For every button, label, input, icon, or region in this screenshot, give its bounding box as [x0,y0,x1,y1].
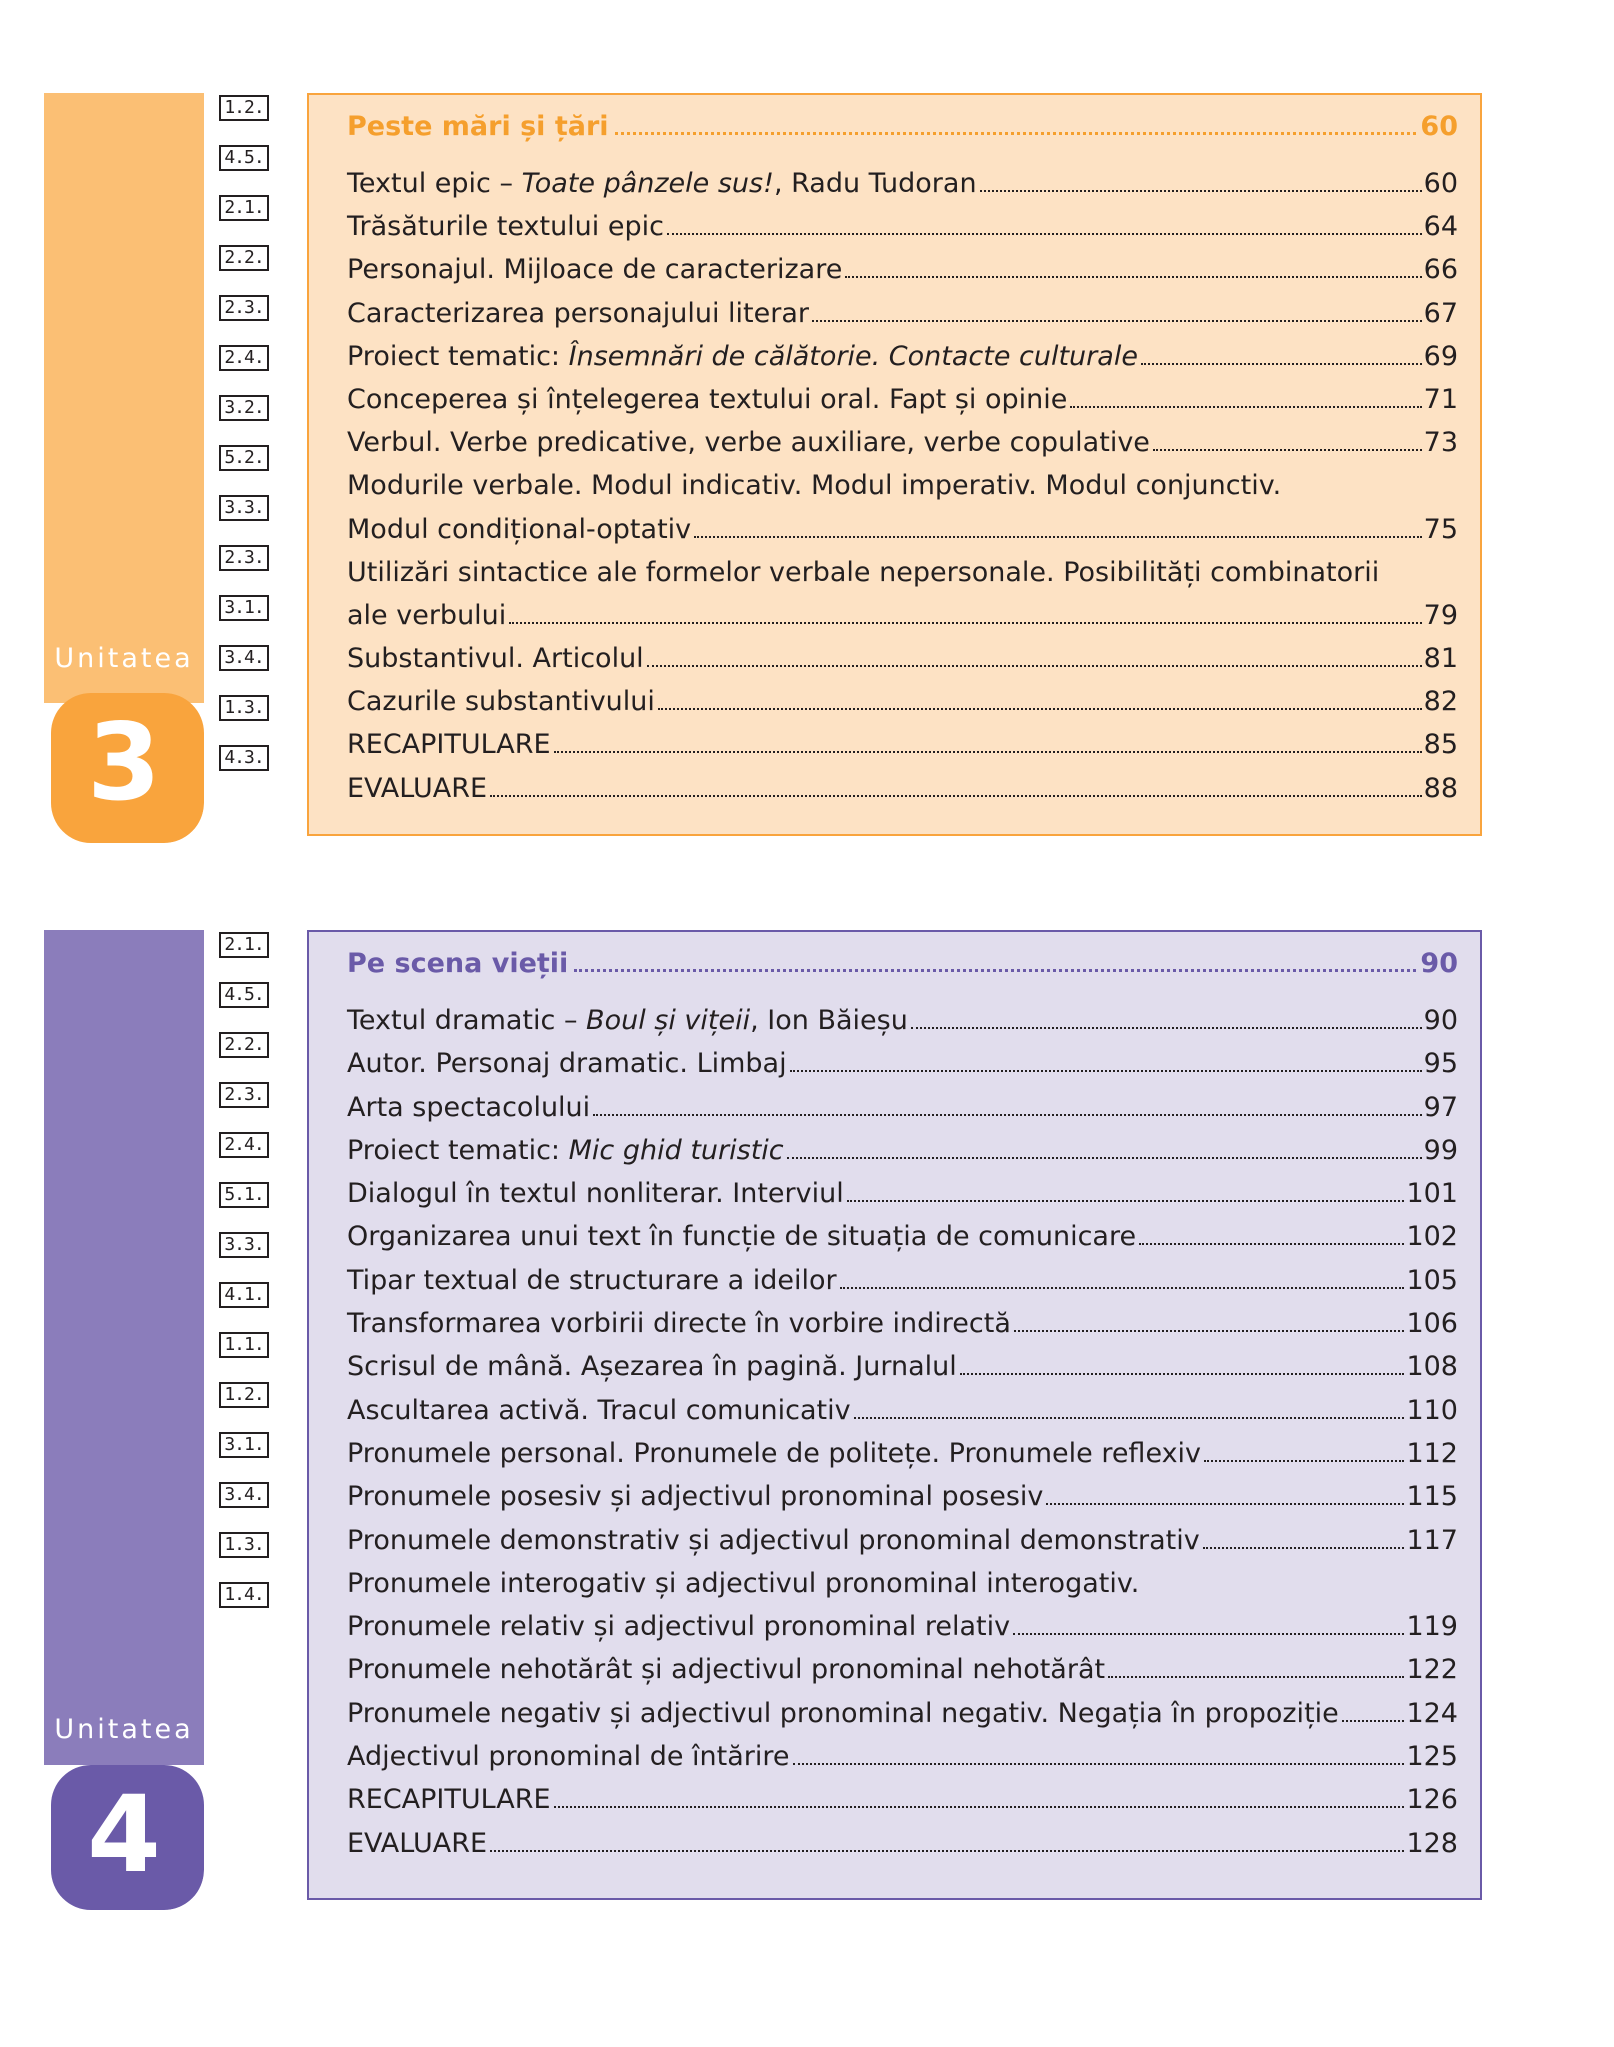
dot-leader [845,276,1421,278]
entry-title-text: Textul epic – [347,168,522,199]
entry-page: 79 [1423,599,1458,631]
entry-title [347,1172,844,1215]
dot-leader [554,751,1422,753]
entry-page: 88 [1423,772,1458,804]
toc-entry[interactable] [347,723,1458,766]
dot-leader [847,1200,1405,1202]
entry-page: 105 [1406,1264,1458,1296]
dot-leader [1342,1720,1405,1722]
entry-title-text: Caracterizarea personajului literar [347,297,810,329]
toc-entry[interactable] [347,594,1458,637]
entry-page: 90 [1423,1005,1458,1036]
toc-entry[interactable] [347,378,1458,421]
entry-title [347,1735,790,1778]
competency-code: 1.3. [219,695,269,721]
entry-title [347,723,551,766]
entry-title-text: Organizarea unui text în funcție de situația de comunicare [347,1221,1137,1253]
entry-title [347,1432,1201,1475]
competency-code: 1.2. [219,95,269,121]
toc-entry[interactable] [347,1086,1458,1129]
dot-leader [1070,406,1421,408]
competency-code: 2.4. [219,1132,269,1158]
dot-leader [694,536,1422,538]
dot-leader [509,622,1421,624]
toc-entry[interactable] [347,1129,1458,1172]
dot-leader [793,1763,1405,1765]
dot-leader [554,1806,1405,1808]
entry-title-text: RECAPITULARE [347,1784,551,1816]
entry-title [347,1302,1011,1345]
entry-title-text: Trăsăturile textului epic [347,211,664,243]
toc-entry[interactable] [347,464,1458,507]
entry-title [347,1778,551,1821]
entry-title [347,1692,1339,1735]
entry-title-text: Modul condițional-optativ [347,513,692,545]
dot-leader [1204,1460,1404,1462]
dot-leader [593,1114,1421,1116]
entry-title-text: Substantivul. Articolul [347,643,644,675]
entry-title-text: Cazurile substantivului [347,686,655,718]
entry-title [347,162,977,205]
toc-entry[interactable] [347,421,1458,464]
entry-title [347,1648,1105,1691]
dot-leader [490,1850,1404,1852]
entry-title-text: , Ion Băieșu [750,1005,908,1036]
unit-4-section [0,930,1614,1930]
contents-panel [307,93,1482,836]
entry-page: 125 [1406,1741,1458,1773]
toc-entries [347,999,1458,1865]
competency-code: 4.5. [219,982,269,1008]
unit-label: Unitatea [54,1714,194,1745]
unit-label: Unitatea [54,643,194,674]
entry-title [347,1129,784,1172]
competency-code: 5.2. [219,445,269,471]
unit-number: 3 [87,701,161,824]
entry-title [347,1259,837,1302]
dot-leader [1014,1330,1405,1332]
competency-codes [219,932,273,1632]
competency-code: 3.2. [219,395,269,421]
entry-page: 101 [1406,1178,1458,1210]
competency-code: 3.3. [219,495,269,521]
entry-page: 119 [1406,1611,1458,1643]
entry-title-text: Modurile verbale. Modul indicativ. Modul imperativ. Modul conjunctiv. [347,470,1282,502]
competency-code: 2.1. [219,932,269,958]
entry-title-italic: Boul și vițeii [586,1005,751,1036]
entry-page: 75 [1423,513,1458,545]
entry-page: 108 [1406,1351,1458,1383]
dot-leader [1139,1243,1404,1245]
entry-page: 73 [1423,427,1458,459]
toc-entry[interactable] [347,335,1458,378]
entry-title-text: Utilizări sintactice ale formelor verbale nepersonale. Posibilități combinatorii [347,556,1380,588]
entry-title-text: , Radu Tudoran [773,168,977,199]
entry-title-text: Pronumele personal. Pronumele de politețe. Pronumele reflexiv [347,1437,1202,1469]
toc-entry[interactable] [347,1042,1458,1085]
competency-code: 2.3. [219,545,269,571]
toc-entry[interactable] [347,508,1458,551]
entry-page: 128 [1406,1827,1458,1859]
entry-title-text: Pronumele demonstrativ și adjectivul pronominal demonstrativ [347,1524,1200,1556]
entry-title-text: Transformarea vorbirii directe în vorbire indirectă [347,1308,1011,1340]
chapter-title: Pe scena vieții [347,948,569,979]
toc-entry[interactable] [347,1778,1458,1821]
unit-number: 4 [87,1773,161,1896]
entry-title [347,1345,957,1388]
entry-title-text: Pronumele posesiv și adjectivul pronominal posesiv [347,1481,1044,1513]
chapter-page: 60 [1420,111,1458,142]
contents-panel [307,930,1482,1900]
entry-title-italic: Toate pânzele sus! [521,168,774,199]
entry-page: 85 [1423,729,1458,761]
entry-title-text: Pronumele relativ și adjectivul pronominal relativ [347,1611,1011,1643]
dot-leader [1141,363,1422,365]
competency-code: 4.1. [219,1282,269,1308]
competency-code: 3.1. [219,595,269,621]
competency-code: 1.2. [219,1382,269,1408]
toc-entries [347,162,1458,810]
entry-title-text: Pronumele interogativ și adjectivul pronominal interogativ. [347,1567,1140,1599]
competency-code: 1.3. [219,1532,269,1558]
toc-entry[interactable] [347,1345,1458,1388]
toc-entry[interactable] [347,1172,1458,1215]
entry-title [347,1562,1139,1605]
chapter-heading[interactable] [347,948,1458,986]
toc-entry[interactable] [347,680,1458,723]
entry-title [347,1389,851,1432]
toc-entry[interactable] [347,205,1458,248]
toc-entry[interactable] [347,1605,1458,1648]
dot-leader [1108,1676,1404,1678]
competency-code: 4.5. [219,145,269,171]
entry-page: 71 [1423,383,1458,415]
entry-title [347,767,487,810]
entry-title-text: Arta spectacolului [347,1091,591,1123]
entry-title [347,1475,1043,1518]
unit-number-badge [44,1755,204,1910]
competency-code: 4.3. [219,745,269,771]
entry-title-italic: Însemnări de călătorie. Contacte culturale [568,340,1138,372]
entry-page: 64 [1423,211,1458,243]
competency-code: 2.1. [219,195,269,221]
entry-page: 106 [1406,1308,1458,1340]
entry-page: 99 [1423,1134,1458,1166]
toc-entry[interactable] [347,1432,1458,1475]
dot-leader [812,320,1422,322]
entry-title [347,508,691,551]
toc-entry[interactable] [347,1259,1458,1302]
chapter-page: 90 [1420,948,1458,979]
competency-code: 5.1. [219,1182,269,1208]
entry-title [347,594,506,637]
entry-title [347,248,842,291]
competency-code: 2.2. [219,1032,269,1058]
entry-title [347,551,1379,594]
dot-leader [980,190,1422,192]
dot-leader [854,1417,1405,1419]
toc-entry[interactable] [347,1562,1458,1605]
unit-number-badge [44,683,204,843]
entry-title [347,1519,1200,1562]
entry-page: 81 [1423,643,1458,675]
toc-entry[interactable] [347,767,1458,810]
entry-title-text: Personajul. Mijloace de caracterizare [347,254,843,286]
competency-code: 3.1. [219,1432,269,1458]
entry-title-text: ale verbului [347,599,507,631]
competency-code: 2.2. [219,245,269,271]
entry-page: 67 [1423,297,1458,329]
entry-title-italic: Mic ghid turistic [568,1134,784,1166]
toc-entry[interactable] [347,1735,1458,1778]
dot-leader [1153,449,1422,451]
dot-leader [658,708,1422,710]
dot-leader [1203,1547,1405,1549]
entry-title [347,680,655,723]
dot-leader [1013,1633,1404,1635]
entry-title-text: EVALUARE [347,1827,488,1859]
toc-entry[interactable] [347,1519,1458,1562]
entry-title-text: Ascultarea activă. Tracul comunicativ [347,1394,851,1426]
entry-page: 102 [1406,1221,1458,1253]
entry-title-text: Proiect tematic: [347,1134,569,1166]
entry-title [347,999,908,1042]
dot-leader [615,132,1417,135]
entry-page: 95 [1423,1048,1458,1080]
entry-title-text: Pronumele negativ și adjectivul pronominal negativ. Negația în propoziție [347,1697,1339,1729]
toc-entry[interactable] [347,1302,1458,1345]
entry-page: 112 [1406,1437,1458,1469]
competency-code: 3.4. [219,645,269,671]
entry-title [347,1215,1136,1258]
entry-title [347,637,644,680]
entry-title-text: Conceperea și înțelegerea textului oral. Fapt și opinie [347,383,1068,415]
entry-page: 117 [1406,1524,1458,1556]
entry-page: 126 [1406,1784,1458,1816]
entry-title-text: Proiect tematic: [347,340,569,372]
dot-leader [911,1027,1422,1029]
entry-title-text: Pronumele nehotărât și adjectivul pronominal nehotărât [347,1654,1106,1686]
toc-entry[interactable] [347,292,1458,335]
competency-code: 3.3. [219,1232,269,1258]
toc-entry[interactable] [347,637,1458,680]
entry-title-text: Dialogul în textul nonliterar. Interviul [347,1178,844,1210]
entry-title-text: Tipar textual de structurare a ideilor [347,1264,837,1296]
competency-code: 2.3. [219,1082,269,1108]
chapter-heading[interactable] [347,111,1458,149]
entry-title [347,1822,487,1865]
dot-leader [647,665,1422,667]
toc-entry[interactable] [347,1648,1458,1691]
entry-page: 82 [1423,686,1458,718]
entry-title [347,205,664,248]
entry-title [347,421,1150,464]
dot-leader [787,1157,1422,1159]
entry-page: 110 [1406,1394,1458,1426]
dot-leader [490,795,1422,797]
competency-code: 2.4. [219,345,269,371]
entry-title [347,1605,1010,1648]
toc-entry[interactable] [347,162,1458,205]
entry-title-text: Autor. Personaj dramatic. Limbaj [347,1048,787,1080]
entry-title-text: EVALUARE [347,772,488,804]
toc-entry[interactable] [347,999,1458,1042]
competency-code: 2.3. [219,295,269,321]
toc-entry[interactable] [347,1475,1458,1518]
entry-title-text: Scrisul de mână. Așezarea în pagină. Jurnalul [347,1351,957,1383]
entry-title [347,378,1067,421]
unit-3-section [0,93,1614,848]
toc-entry[interactable] [347,248,1458,291]
unit-stripe [44,93,204,703]
entry-title-text: Textul dramatic – [347,1005,587,1036]
entry-title [347,464,1281,507]
entry-page: 69 [1423,340,1458,372]
competency-code: 3.4. [219,1482,269,1508]
dot-leader [574,969,1416,972]
entry-page: 124 [1406,1697,1458,1729]
competency-code: 1.1. [219,1332,269,1358]
dot-leader [790,1070,1422,1072]
entry-title-text: Adjectivul pronominal de întărire [347,1741,790,1773]
unit-stripe [44,930,204,1765]
entry-page: 66 [1423,254,1458,286]
toc-entry[interactable] [347,1692,1458,1735]
entry-page: 97 [1423,1091,1458,1123]
dot-leader [960,1373,1405,1375]
chapter-title: Peste mări și țări [347,111,609,142]
toc-entry[interactable] [347,1822,1458,1865]
entry-title-text: RECAPITULARE [347,729,551,761]
competency-code: 1.4. [219,1582,269,1608]
entry-title [347,335,1138,378]
competency-codes [219,95,273,795]
entry-title [347,1086,590,1129]
entry-page: 115 [1406,1481,1458,1513]
entry-title-text: Verbul. Verbe predicative, verbe auxiliare, verbe copulative [347,427,1150,459]
toc-entry[interactable] [347,1389,1458,1432]
dot-leader [840,1287,1405,1289]
entry-page: 122 [1406,1654,1458,1686]
dot-leader [1046,1503,1404,1505]
toc-entry[interactable] [347,551,1458,594]
entry-title [347,1042,787,1085]
entry-title [347,292,809,335]
dot-leader [667,233,1422,235]
entry-page: 60 [1423,168,1458,199]
toc-entry[interactable] [347,1215,1458,1258]
